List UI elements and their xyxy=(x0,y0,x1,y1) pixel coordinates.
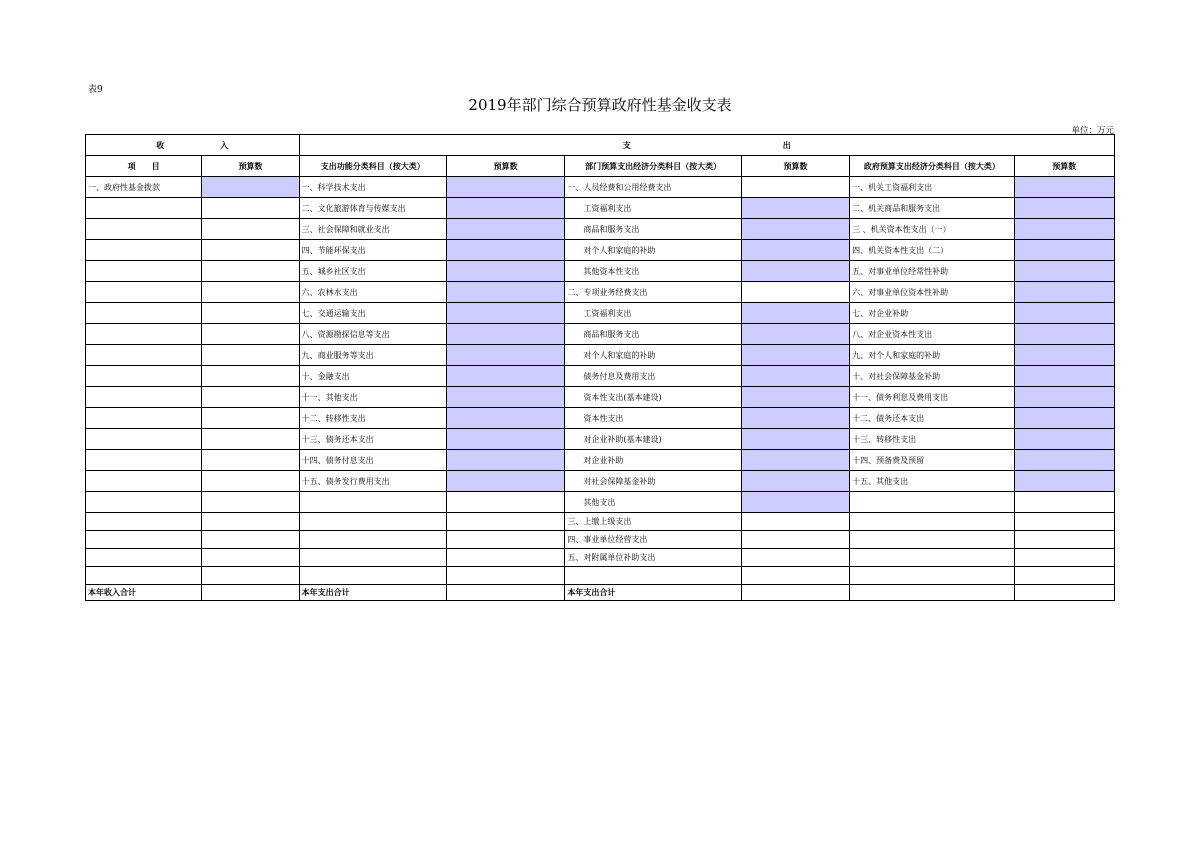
dept-item-cell: 资本性支出(基本建设) xyxy=(565,387,742,408)
income-budget-cell xyxy=(202,549,299,567)
gov-budget-cell xyxy=(1014,240,1114,261)
income-item-cell xyxy=(86,567,202,585)
gov-budget-cell xyxy=(1014,567,1114,585)
gov-item-cell xyxy=(850,531,1014,549)
func-item-cell: 三、社会保障和就业支出 xyxy=(299,219,446,240)
dept-item-cell: 五、对附属单位补助支出 xyxy=(565,549,742,567)
col-budget-income: 预算数 xyxy=(202,156,299,177)
func-item-cell xyxy=(299,567,446,585)
col-budget-dept: 预算数 xyxy=(741,156,849,177)
gov-budget-cell xyxy=(1014,219,1114,240)
income-budget-cell xyxy=(202,429,299,450)
table-row xyxy=(86,240,1115,261)
dept-item-cell: 其他资本性支出 xyxy=(565,261,742,282)
income-budget-cell xyxy=(202,177,299,198)
func-budget-cell xyxy=(447,408,565,429)
income-item-cell xyxy=(86,549,202,567)
func-item-cell: 十三、债务还本支出 xyxy=(299,429,446,450)
income-budget-cell xyxy=(202,324,299,345)
dept-budget-cell xyxy=(741,240,849,261)
dept-total-value xyxy=(741,585,849,601)
page-title: 2019年部门综合预算政府性基金收支表 xyxy=(468,96,732,114)
gov-item-cell xyxy=(850,492,1014,513)
income-item-cell xyxy=(86,198,202,219)
func-budget-cell xyxy=(447,429,565,450)
gov-budget-cell xyxy=(1014,429,1114,450)
header-row-1 xyxy=(86,135,1115,156)
income-budget-cell xyxy=(202,531,299,549)
income-total-value xyxy=(202,585,299,601)
table-row xyxy=(86,261,1115,282)
dept-item-cell: 对个人和家庭的补助 xyxy=(565,240,742,261)
table-number: 表9 xyxy=(88,85,103,95)
func-item-cell: 一、科学技术支出 xyxy=(299,177,446,198)
income-item-cell xyxy=(86,240,202,261)
income-item-cell xyxy=(86,324,202,345)
table-row xyxy=(86,345,1115,366)
dept-item-cell: 四、事业单位经营支出 xyxy=(565,531,742,549)
gov-item-cell: 二、机关商品和服务支出 xyxy=(850,198,1014,219)
func-item-cell: 八、资源勘探信息等支出 xyxy=(299,324,446,345)
func-budget-cell xyxy=(447,387,565,408)
income-budget-cell xyxy=(202,471,299,492)
income-budget-cell xyxy=(202,387,299,408)
income-budget-cell xyxy=(202,567,299,585)
gov-item-cell xyxy=(850,567,1014,585)
func-budget-cell xyxy=(447,567,565,585)
func-budget-cell xyxy=(447,240,565,261)
gov-item-cell: 十五、其他支出 xyxy=(850,471,1014,492)
func-budget-cell xyxy=(447,324,565,345)
income-total-label: 本年收入合计 xyxy=(86,585,202,601)
table-row xyxy=(86,450,1115,471)
dept-item-cell: 商品和服务支出 xyxy=(565,324,742,345)
table-row xyxy=(86,219,1115,240)
income-item-cell xyxy=(86,366,202,387)
func-budget-cell xyxy=(447,549,565,567)
income-item-cell xyxy=(86,450,202,471)
col-gov-econ: 政府预算支出经济分类科目（按大类） xyxy=(850,156,1014,177)
dept-budget-cell xyxy=(741,567,849,585)
income-budget-cell xyxy=(202,198,299,219)
dept-budget-cell xyxy=(741,492,849,513)
gov-budget-cell xyxy=(1014,282,1114,303)
income-item-cell xyxy=(86,282,202,303)
income-item-cell xyxy=(86,408,202,429)
gov-budget-cell xyxy=(1014,531,1114,549)
dept-budget-cell xyxy=(741,513,849,531)
dept-budget-cell xyxy=(741,198,849,219)
func-budget-cell xyxy=(447,261,565,282)
func-budget-cell xyxy=(447,177,565,198)
func-budget-cell xyxy=(447,492,565,513)
gov-item-cell: 三 、机关资本性支出（一） xyxy=(850,219,1014,240)
income-budget-cell xyxy=(202,513,299,531)
func-item-cell xyxy=(299,549,446,567)
unit-label: 单位：万元 xyxy=(1071,126,1114,136)
table-row xyxy=(86,282,1115,303)
table-row xyxy=(86,549,1115,567)
dept-budget-cell xyxy=(741,471,849,492)
gov-item-cell: 九、对个人和家庭的补助 xyxy=(850,345,1014,366)
dept-item-cell: 对企业补助(基本建设) xyxy=(565,429,742,450)
dept-budget-cell xyxy=(741,303,849,324)
table-row xyxy=(86,366,1115,387)
dept-budget-cell xyxy=(741,387,849,408)
income-header: 收 入 xyxy=(86,135,300,156)
table-row xyxy=(86,471,1115,492)
func-item-cell: 五、城乡社区支出 xyxy=(299,261,446,282)
func-item-cell: 十一、其他支出 xyxy=(299,387,446,408)
func-budget-cell xyxy=(447,471,565,492)
gov-item-cell: 五、对事业单位经常性补助 xyxy=(850,261,1014,282)
income-item-cell xyxy=(86,345,202,366)
dept-budget-cell xyxy=(741,219,849,240)
income-item-cell xyxy=(86,261,202,282)
income-item-cell xyxy=(86,429,202,450)
dept-total-label: 本年支出合计 xyxy=(565,585,742,601)
func-item-cell xyxy=(299,513,446,531)
income-budget-cell xyxy=(202,450,299,471)
income-item-cell xyxy=(86,513,202,531)
gov-item-cell xyxy=(850,513,1014,531)
income-item-cell: 一、政府性基金拨款 xyxy=(86,177,202,198)
col-dept-econ: 部门预算支出经济分类科目（按大类） xyxy=(565,156,742,177)
func-item-cell xyxy=(299,492,446,513)
func-item-cell: 四、节能环保支出 xyxy=(299,240,446,261)
gov-total-label xyxy=(850,585,1014,601)
table-row xyxy=(86,429,1115,450)
income-item-cell xyxy=(86,303,202,324)
col-func-class: 支出功能分类科目（按大类） xyxy=(299,156,446,177)
gov-total-value xyxy=(1014,585,1114,601)
gov-budget-cell xyxy=(1014,261,1114,282)
gov-budget-cell xyxy=(1014,513,1114,531)
dept-budget-cell xyxy=(741,345,849,366)
dept-budget-cell xyxy=(741,549,849,567)
dept-item-cell: 工资福利支出 xyxy=(565,303,742,324)
func-budget-cell xyxy=(447,303,565,324)
gov-budget-cell xyxy=(1014,549,1114,567)
table-row xyxy=(86,531,1115,549)
dept-item-cell: 工资福利支出 xyxy=(565,198,742,219)
dept-budget-cell xyxy=(741,429,849,450)
gov-budget-cell xyxy=(1014,324,1114,345)
income-item-cell xyxy=(86,492,202,513)
dept-budget-cell xyxy=(741,324,849,345)
gov-item-cell: 十四、预备费及预留 xyxy=(850,450,1014,471)
func-item-cell: 十五、债务发行费用支出 xyxy=(299,471,446,492)
dept-item-cell: 对社会保障基金补助 xyxy=(565,471,742,492)
gov-item-cell: 十三、转移性支出 xyxy=(850,429,1014,450)
income-item-cell xyxy=(86,387,202,408)
budget-table xyxy=(85,134,1115,601)
col-item: 项 目 xyxy=(86,156,202,177)
dept-budget-cell xyxy=(741,450,849,471)
func-item-cell: 七、交通运输支出 xyxy=(299,303,446,324)
gov-budget-cell xyxy=(1014,408,1114,429)
table-row xyxy=(86,408,1115,429)
dept-item-cell xyxy=(565,567,742,585)
dept-item-cell: 债务付息及费用支出 xyxy=(565,366,742,387)
dept-item-cell: 二、专项业务经费支出 xyxy=(565,282,742,303)
income-budget-cell xyxy=(202,261,299,282)
gov-budget-cell xyxy=(1014,177,1114,198)
dept-budget-cell xyxy=(741,177,849,198)
income-budget-cell xyxy=(202,408,299,429)
gov-item-cell: 七、对企业补助 xyxy=(850,303,1014,324)
income-budget-cell xyxy=(202,366,299,387)
func-item-cell: 十二、转移性支出 xyxy=(299,408,446,429)
income-budget-cell xyxy=(202,345,299,366)
gov-budget-cell xyxy=(1014,387,1114,408)
gov-item-cell: 八、对企业资本性支出 xyxy=(850,324,1014,345)
func-budget-cell xyxy=(447,366,565,387)
table-row xyxy=(86,303,1115,324)
func-budget-cell xyxy=(447,198,565,219)
func-item-cell xyxy=(299,531,446,549)
income-budget-cell xyxy=(202,240,299,261)
dept-item-cell: 一、人员经费和公用经费支出 xyxy=(565,177,742,198)
gov-item-cell: 六、对事业单位资本性补助 xyxy=(850,282,1014,303)
func-budget-cell xyxy=(447,531,565,549)
income-item-cell xyxy=(86,219,202,240)
dept-item-cell: 资本性支出 xyxy=(565,408,742,429)
table-row xyxy=(86,492,1115,513)
func-budget-cell xyxy=(447,345,565,366)
dept-budget-cell xyxy=(741,408,849,429)
dept-budget-cell xyxy=(741,282,849,303)
table-row xyxy=(86,324,1115,345)
income-budget-cell xyxy=(202,219,299,240)
func-total-label: 本年支出合计 xyxy=(299,585,446,601)
gov-item-cell xyxy=(850,549,1014,567)
func-budget-cell xyxy=(447,282,565,303)
income-budget-cell xyxy=(202,282,299,303)
dept-budget-cell xyxy=(741,366,849,387)
table-row xyxy=(86,387,1115,408)
dept-budget-cell xyxy=(741,531,849,549)
table-row xyxy=(86,198,1115,219)
table-row xyxy=(86,567,1115,585)
func-item-cell: 二、文化旅游体育与传媒支出 xyxy=(299,198,446,219)
func-item-cell: 十四、债务付息支出 xyxy=(299,450,446,471)
dept-item-cell: 对企业补助 xyxy=(565,450,742,471)
gov-item-cell: 一、机关工资福利支出 xyxy=(850,177,1014,198)
dept-budget-cell xyxy=(741,261,849,282)
gov-budget-cell xyxy=(1014,450,1114,471)
income-item-cell xyxy=(86,471,202,492)
func-budget-cell xyxy=(447,450,565,471)
dept-item-cell: 商品和服务支出 xyxy=(565,219,742,240)
income-budget-cell xyxy=(202,492,299,513)
gov-budget-cell xyxy=(1014,492,1114,513)
table-row xyxy=(86,177,1115,198)
gov-budget-cell xyxy=(1014,471,1114,492)
gov-budget-cell xyxy=(1014,198,1114,219)
func-item-cell: 九、商业服务等支出 xyxy=(299,345,446,366)
header-row-2 xyxy=(86,156,1115,177)
gov-item-cell: 十二、债务还本支出 xyxy=(850,408,1014,429)
expense-header: 支 出 xyxy=(299,135,1114,156)
dept-item-cell: 其他支出 xyxy=(565,492,742,513)
table-row xyxy=(86,513,1115,531)
income-item-cell xyxy=(86,531,202,549)
func-item-cell: 十、金融支出 xyxy=(299,366,446,387)
func-budget-cell xyxy=(447,219,565,240)
totals-row xyxy=(86,585,1115,601)
gov-item-cell: 十、对社会保障基金补助 xyxy=(850,366,1014,387)
dept-item-cell: 三、上缴上级支出 xyxy=(565,513,742,531)
col-budget-gov: 预算数 xyxy=(1014,156,1114,177)
gov-budget-cell xyxy=(1014,303,1114,324)
func-total-value xyxy=(447,585,565,601)
income-budget-cell xyxy=(202,303,299,324)
func-budget-cell xyxy=(447,513,565,531)
gov-budget-cell xyxy=(1014,366,1114,387)
func-item-cell: 六、农林水支出 xyxy=(299,282,446,303)
dept-item-cell: 对个人和家庭的补助 xyxy=(565,345,742,366)
gov-item-cell: 十一、债务利息及费用支出 xyxy=(850,387,1014,408)
gov-budget-cell xyxy=(1014,345,1114,366)
col-budget-func: 预算数 xyxy=(447,156,565,177)
gov-item-cell: 四、机关资本性支出（二） xyxy=(850,240,1014,261)
